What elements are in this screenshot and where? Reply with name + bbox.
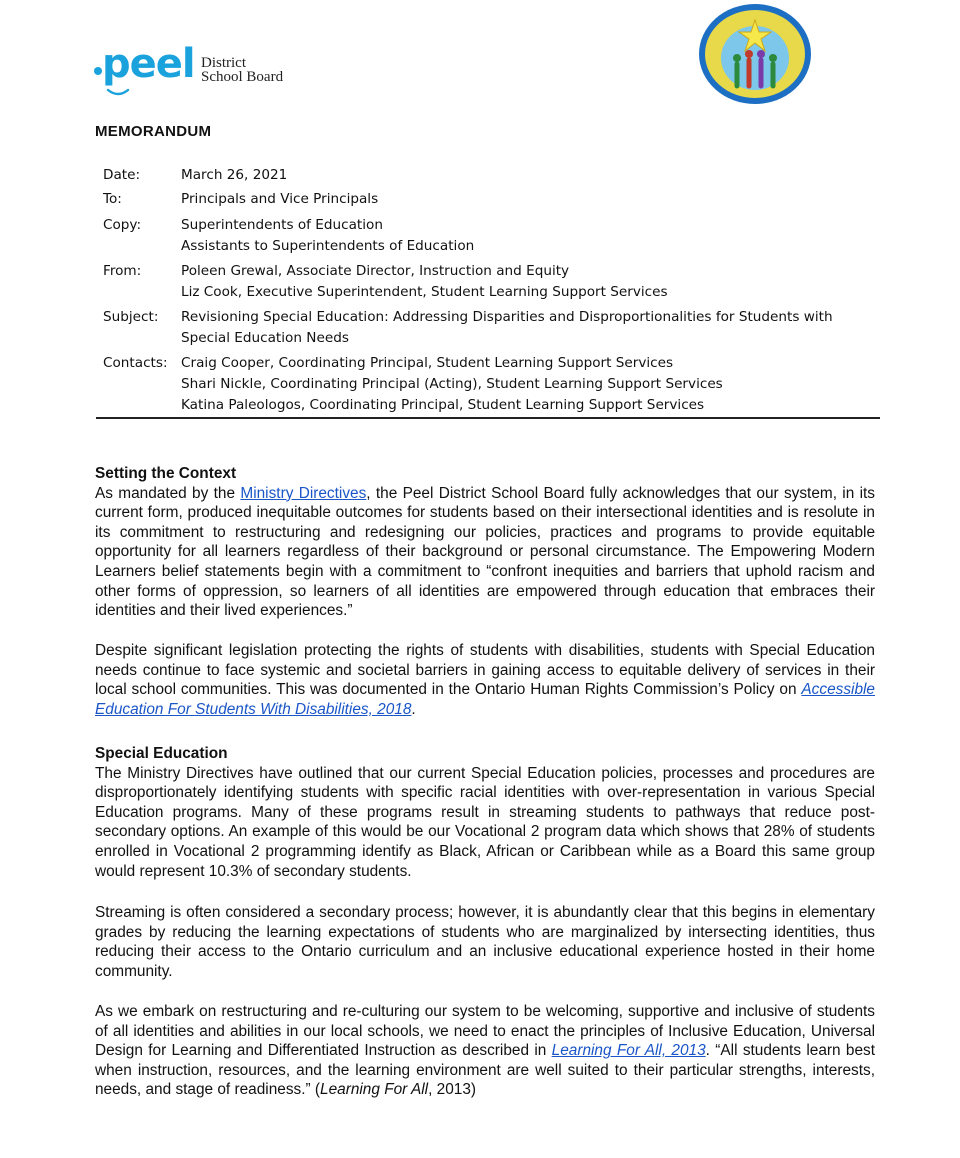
section-heading-context: Setting the Context [95, 465, 237, 482]
logo-smile-icon [106, 88, 130, 98]
from-line: Poleen Grewal, Associate Director, Instruction and Equity [181, 263, 570, 279]
learning-for-all-link[interactable]: Learning For All, 2013 [551, 1042, 706, 1060]
memo-title: MEMORANDUM [95, 123, 212, 140]
ministry-directives-link[interactable]: Ministry Directives [240, 484, 367, 502]
from-label: From: [103, 263, 142, 279]
from-values [181, 261, 881, 303]
date-label: Date: [103, 167, 141, 183]
copy-line: Assistants to Superintendents of Education [181, 238, 475, 254]
context-p1-text-a: As mandated by the [95, 484, 241, 502]
header-divider [96, 417, 880, 419]
special-paragraph-3 [95, 1002, 875, 1100]
to-label: To: [103, 191, 122, 207]
subject-label: Subject: [103, 309, 159, 325]
special-p3-text-b: . “All students learn best when instruction, resources, and the learning environment are well suited to their particular strengths, interests, needs, and stage of readiness.” ( [95, 1042, 875, 1099]
accessible-education-link[interactable]: Accessible Education For Students With Disabilities, 2018 [95, 681, 875, 718]
section-heading-special: Special Education [95, 745, 228, 762]
contact-line: Shari Nickle, Coordinating Principal (Acting), Student Learning Support Services [181, 376, 723, 392]
date-value: March 26, 2021 [181, 167, 288, 183]
subject-values [181, 307, 881, 349]
context-p1-text-b: , the Peel District School Board fully acknowledges that our system, in its current form, produced inequitable outcomes for students based on their intersectional identities and is resolute in its commitment to restructuring and redesigning our policies, practices and programs to provide equitable opportunity for all learners regardless of their background or personal circumstance. The Empowering Modern Learners belief statements begin with a commitment to “confront inequities and barriers that uphold racism and other forms of oppression, so learners of all identities are empowered through education that embraces their identities and their lived experiences.” [95, 484, 875, 620]
from-line: Liz Cook, Executive Superintendent, Student Learning Support Services [181, 284, 668, 300]
special-paragraph-2: Streaming is often considered a secondary process; however, it is abundantly clear that this begins in elementary grades by reducing the learning expectations of students who are marginalized by intersecting identities, thus reducing their access to the Ontario curriculum and an inclusive educational experience hosted in their home community. [95, 904, 875, 980]
logo-line2: School Board [201, 69, 284, 85]
contacts-label: Contacts: [103, 355, 168, 371]
logo-dot [94, 67, 102, 75]
sls-seal-logo [697, 2, 813, 106]
contact-line: Craig Cooper, Coordinating Principal, Student Learning Support Services [181, 355, 674, 371]
logo-wordmark: peel [102, 41, 195, 87]
context-p2-text-a: Despite significant legislation protecting the rights of students with disabilities, students with Special Education needs continue to face systemic and societal barriers in gaining access to equitable delivery of services in their local school communities. This was documented in the Ontario Human Rights Commission’s Policy on [95, 642, 875, 699]
special-p3-text-a: As we embark on restructuring and re-culturing our system to be welcoming, supportive and inclusive of students of all identities and abilities in our local schools, we need to enact the principles of Inclusive Education, Universal Design for Learning and Differentiated Instruction as described in [95, 1003, 875, 1060]
context-paragraph-2 [95, 641, 875, 719]
subject-line: Revisioning Special Education: Addressing Disparities and Disproportionalities for Students with [181, 309, 833, 325]
peel-logo [94, 41, 314, 106]
special-p3-text-c: , 2013) [428, 1081, 477, 1099]
copy-values [181, 215, 881, 257]
contacts-values [181, 353, 881, 416]
copy-line: Superintendents of Education [181, 217, 383, 233]
logo-subtitle [201, 56, 283, 84]
context-p2-text-b: . [411, 700, 416, 718]
learning-for-all-citation: Learning For All [320, 1081, 429, 1099]
contact-line: Katina Paleologos, Coordinating Principal, Student Learning Support Services [181, 397, 705, 413]
section-context [95, 464, 875, 621]
section-special-education [95, 744, 875, 881]
copy-label: Copy: [103, 217, 142, 233]
logo-line1: District [201, 55, 246, 71]
to-value: Principals and Vice Principals [181, 191, 379, 207]
subject-line: Special Education Needs [181, 330, 349, 346]
special-p1: The Ministry Directives have outlined that our current Special Education policies, processes and procedures are disproportionately identifying students with specific racial identities with over-representation in various Special Education programs. Many of these programs result in streaming students to pathways that reduce post-secondary options. An example of this would be our Vocational 2 program data which shows that 28% of students enrolled in Vocational 2 programming identify as Black, African or Caribbean while as a Board this same group would represent 10.3% of secondary students. [95, 764, 875, 880]
